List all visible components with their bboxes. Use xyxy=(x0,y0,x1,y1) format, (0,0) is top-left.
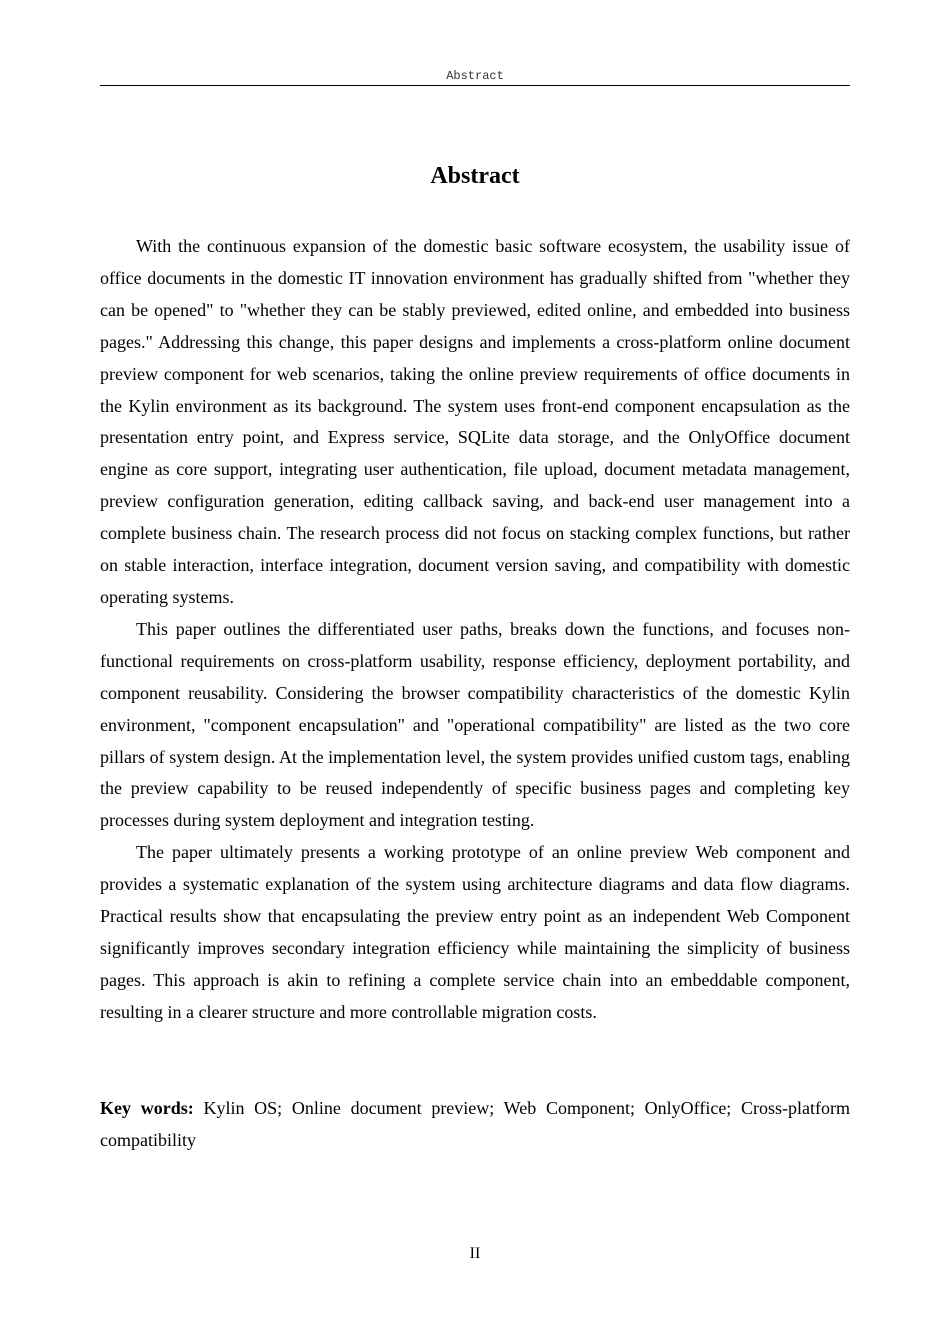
keywords xyxy=(100,1093,850,1157)
keywords-text: Kylin OS; Online document preview; Web Component; OnlyOffice; Cross-platform compatibility xyxy=(100,1098,851,1150)
abstract-paragraph-3: The paper ultimately presents a working prototype of an online preview Web component and provides a systematic explanation of the system using architecture diagrams and data flow diagrams. Practical results show that encapsulating the preview entry point as an independent Web Component significantly improves secondary integration efficiency while maintaining the simplicity of business pages. This approach is akin to refining a complete service chain into an embeddable component, resulting in a clearer structure and more controllable migration costs. xyxy=(100,842,850,1022)
header-divider xyxy=(100,85,850,86)
keywords-label: Key words: xyxy=(100,1098,194,1118)
abstract-body xyxy=(100,231,850,1029)
abstract-paragraph-1: With the continuous expansion of the domestic basic software ecosystem, the usability issue of office documents in the domestic IT innovation environment has gradually shifted from "whether they can be opened" to "whether they can be stably previewed, edited online, and embedded into business pages." Addressing this change, this paper designs and implements a cross-platform online document preview component for web scenarios, taking the online preview requirements of office documents in the Kylin environment as its background. The system uses front-end component encapsulation as the presentation entry point, and Express service, SQLite data storage, and the OnlyOffice document engine as core support, integrating user authentication, file upload, document metadata management, preview configuration generation, editing callback saving, and back-end user management into a complete business chain. The research process did not focus on stacking complex functions, but rather on stable interaction, interface integration, document version saving, and compatibility with domestic operating systems. xyxy=(100,236,850,607)
page-title: Abstract xyxy=(430,163,520,189)
abstract-paragraph-2: This paper outlines the differentiated user paths, breaks down the functions, and focuses non-functional requirements on cross-platform usability, response efficiency, deployment portability, and component reusability. Considering the browser compatibility characteristics of the domestic Kylin environment, "component encapsulation" and "operational compatibility" are listed as the two core pillars of system design. At the implementation level, the system provides unified custom tags, enabling the preview capability to be reused independently of specific business pages and completing key processes during system deployment and integration testing. xyxy=(100,618,850,831)
page-number: II xyxy=(469,1245,481,1262)
running-header: Abstract xyxy=(446,69,504,83)
